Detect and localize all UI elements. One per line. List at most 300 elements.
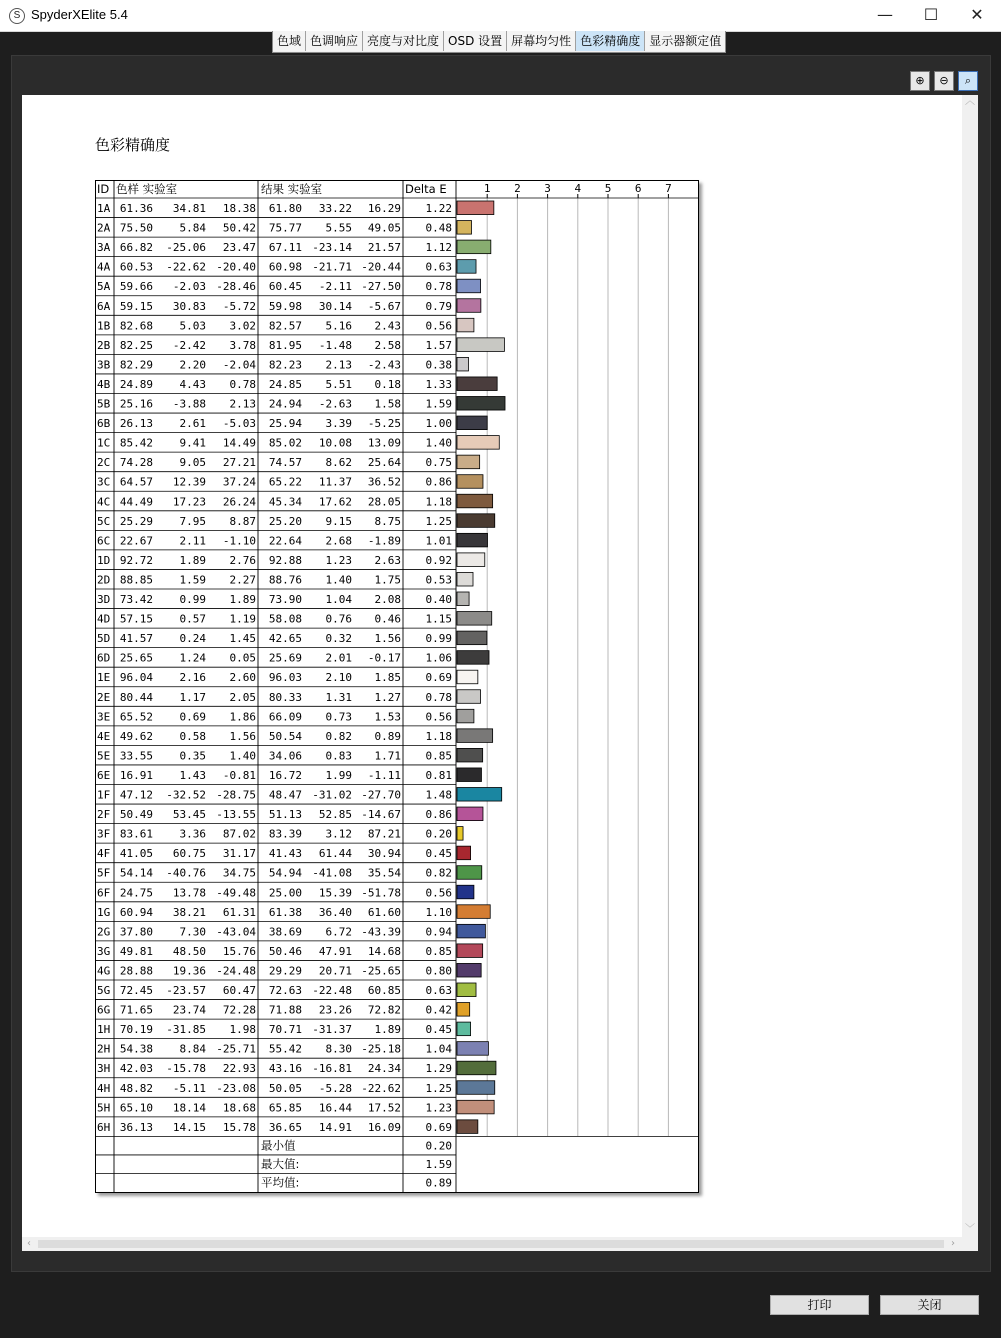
sample-value: 7.95 — [179, 514, 206, 528]
tab-color-accuracy[interactable]: 色彩精确度 — [576, 31, 645, 51]
result-value: 1.58 — [374, 397, 401, 411]
sample-value: -5.11 — [172, 1081, 206, 1095]
sample-value: 1.89 — [229, 593, 256, 606]
delta-e-bar — [457, 475, 483, 489]
row-id: 5H — [97, 1101, 111, 1115]
sample-value: 1.19 — [229, 612, 256, 626]
sample-value: 25.65 — [119, 651, 153, 665]
result-value: -1.89 — [367, 534, 401, 548]
result-value: 1.40 — [325, 573, 352, 587]
sample-value: 28.88 — [119, 964, 153, 978]
result-value: 14.91 — [318, 1120, 352, 1134]
result-value: 85.02 — [268, 436, 302, 450]
result-value: -5.28 — [318, 1081, 352, 1095]
delta-e-bar — [457, 592, 469, 606]
sample-value: 1.86 — [229, 710, 256, 724]
sample-value: 25.16 — [119, 397, 153, 411]
result-value: 88.76 — [268, 573, 302, 587]
result-value: -1.11 — [367, 768, 401, 782]
sample-value: 18.38 — [222, 202, 256, 215]
delta-e-bar — [457, 788, 502, 802]
result-value: -2.63 — [318, 397, 352, 411]
sample-value: 33.55 — [119, 749, 153, 763]
sample-value: -15.78 — [166, 1062, 206, 1076]
sample-value: 36.13 — [119, 1120, 153, 1134]
result-value: 17.52 — [367, 1101, 401, 1115]
delta-e-bar — [457, 631, 487, 645]
sample-value: 59.66 — [119, 280, 153, 294]
row-id: 1H — [97, 1023, 111, 1037]
result-value: -5.67 — [367, 299, 401, 313]
sample-value: 59.15 — [119, 299, 153, 313]
delta-e-value: 1.10 — [425, 905, 452, 919]
delta-e-bar — [457, 651, 489, 665]
result-value: 25.64 — [367, 456, 401, 470]
result-value: 96.03 — [268, 671, 302, 685]
sample-value: -25.06 — [166, 241, 206, 255]
result-value: 30.14 — [318, 299, 352, 313]
result-value: 24.94 — [268, 397, 302, 411]
scroll-right-icon[interactable]: › — [951, 1238, 955, 1249]
delta-e-bar — [457, 494, 493, 508]
sample-value: 48.82 — [119, 1081, 153, 1095]
result-value: 5.16 — [325, 319, 352, 333]
sample-value: 25.29 — [119, 514, 153, 528]
scale-tick-label: 3 — [544, 182, 551, 195]
result-value: 13.09 — [367, 436, 401, 450]
delta-e-bar — [457, 827, 463, 841]
scale-tick-label: 2 — [514, 182, 521, 195]
result-value: -22.62 — [361, 1081, 401, 1095]
result-value: 5.55 — [325, 221, 352, 235]
result-value: 2.13 — [325, 358, 352, 372]
header-delta-e: Delta E — [405, 182, 447, 196]
result-value: 1.99 — [325, 768, 352, 782]
vertical-scrollbar[interactable] — [962, 95, 978, 1237]
result-value: 54.94 — [268, 866, 302, 880]
result-value: 14.68 — [367, 944, 401, 958]
row-id: 2C — [97, 456, 111, 470]
scale-tick-label: 7 — [665, 182, 672, 195]
delta-e-value: 0.85 — [425, 749, 452, 763]
result-value: 0.18 — [374, 377, 401, 391]
delta-e-value: 0.86 — [425, 475, 452, 489]
sample-value: -2.04 — [222, 358, 256, 372]
close-window-button[interactable]: ✕ — [970, 5, 984, 24]
result-value: 28.05 — [367, 495, 401, 509]
sample-value: 73.42 — [119, 593, 153, 606]
delta-e-bar — [457, 416, 487, 430]
result-value: 8.30 — [325, 1042, 352, 1056]
result-value: 80.33 — [268, 690, 302, 704]
sample-value: -13.55 — [216, 808, 256, 822]
result-value: 10.08 — [318, 436, 352, 450]
result-value: 20.71 — [318, 964, 352, 978]
sample-value: 72.28 — [222, 1003, 256, 1017]
delta-e-bar — [457, 201, 494, 215]
result-value: 1.56 — [374, 632, 401, 646]
sample-value: 72.45 — [119, 984, 153, 997]
delta-e-value: 0.85 — [425, 944, 452, 958]
result-value: 1.04 — [325, 593, 352, 606]
result-value: -14.67 — [361, 808, 401, 822]
sample-value: 31.17 — [222, 847, 256, 861]
sample-value: 1.45 — [229, 632, 256, 646]
sample-value: 2.61 — [179, 417, 206, 431]
tab-tone-response[interactable]: 色调响应 — [306, 31, 363, 51]
delta-e-bar — [457, 221, 471, 235]
scroll-up-icon[interactable]: ︿ — [965, 96, 975, 107]
sample-value: 7.30 — [179, 925, 206, 939]
result-value: 3.39 — [325, 417, 352, 431]
sample-value: 5.84 — [179, 221, 206, 235]
zoom-out-icon[interactable]: ⊖ — [934, 71, 954, 91]
result-value: 50.54 — [268, 729, 302, 743]
summary-label: 最小值 — [261, 1138, 296, 1153]
delta-e-bar — [457, 338, 504, 352]
sample-value: 0.57 — [179, 612, 206, 626]
result-value: 23.26 — [318, 1003, 352, 1017]
delta-e-value: 1.59 — [425, 397, 452, 411]
delta-e-value: 1.22 — [425, 202, 452, 215]
row-id: 1D — [97, 553, 111, 567]
delta-e-value: 1.23 — [425, 1101, 452, 1115]
result-value: 8.62 — [325, 456, 352, 470]
row-id: 3A — [97, 241, 111, 255]
sample-value: 13.78 — [172, 886, 206, 900]
sample-value: -2.42 — [172, 338, 206, 352]
delta-e-bar — [457, 768, 481, 782]
result-value: 2.43 — [374, 319, 401, 333]
sample-value: 3.02 — [229, 319, 256, 333]
sample-value: -22.62 — [166, 260, 206, 274]
result-value: 0.46 — [374, 612, 401, 626]
delta-e-bar — [457, 1120, 478, 1134]
result-value: 60.45 — [268, 280, 302, 294]
delta-e-bar — [457, 1003, 470, 1017]
row-id: 4G — [97, 964, 111, 978]
row-id: 2B — [97, 338, 111, 352]
app-logo-icon: S — [9, 8, 25, 24]
sample-value: 19.36 — [172, 964, 206, 978]
result-value: 16.44 — [318, 1101, 352, 1115]
sample-value: 2.27 — [229, 573, 256, 587]
result-value: 16.72 — [268, 768, 302, 782]
result-value: -43.39 — [361, 925, 401, 939]
delta-e-bar — [457, 260, 476, 274]
delta-e-value: 0.69 — [425, 1120, 452, 1134]
result-value: 36.52 — [367, 475, 401, 489]
result-value: 60.98 — [268, 260, 302, 274]
delta-e-value: 0.56 — [425, 319, 452, 333]
result-value: 21.57 — [367, 241, 401, 255]
scroll-down-icon[interactable]: ﹀ — [965, 1224, 975, 1235]
delta-e-value: 1.01 — [425, 534, 452, 548]
delta-e-bar — [457, 612, 492, 626]
delta-e-value: 1.15 — [425, 612, 452, 626]
result-value: 41.43 — [268, 847, 302, 861]
sample-value: 18.68 — [222, 1101, 256, 1115]
delta-e-bar — [457, 866, 482, 880]
sample-value: 34.81 — [172, 202, 206, 215]
sample-value: 16.91 — [119, 768, 153, 782]
sample-value: 60.53 — [119, 260, 153, 274]
result-value: 61.60 — [367, 905, 401, 919]
row-id: 4B — [97, 377, 111, 391]
delta-e-value: 1.48 — [425, 788, 452, 802]
row-id: 5E — [97, 749, 111, 763]
delta-e-bar — [457, 357, 468, 371]
scale-tick-label: 5 — [604, 182, 612, 195]
row-id: 6E — [97, 768, 111, 782]
horizontal-scrollbar[interactable] — [22, 1237, 962, 1251]
sample-value: 1.40 — [229, 749, 256, 763]
sample-value: 65.52 — [119, 710, 153, 724]
result-value: -31.37 — [312, 1023, 352, 1037]
tab-gamut[interactable]: 色域 — [273, 31, 306, 51]
row-id: 6C — [97, 534, 111, 548]
sample-value: 41.05 — [119, 847, 153, 861]
sample-value: -20.40 — [216, 260, 256, 274]
delta-e-value: 1.40 — [425, 436, 452, 450]
sample-value: 5.03 — [179, 319, 206, 333]
delta-e-bar — [457, 807, 483, 821]
row-id: 5C — [97, 514, 111, 528]
result-value: 17.62 — [318, 495, 352, 509]
delta-e-value: 1.33 — [425, 377, 452, 391]
sample-value: 49.62 — [119, 729, 153, 743]
sample-value: 0.99 — [179, 593, 206, 606]
result-value: 82.57 — [268, 319, 302, 333]
result-value: 71.88 — [268, 1003, 302, 1017]
result-value: 29.29 — [268, 964, 302, 978]
sample-value: 0.69 — [179, 710, 206, 724]
row-id: 6B — [97, 417, 111, 431]
sample-value: 3.36 — [179, 827, 206, 841]
result-value: -2.11 — [318, 280, 352, 294]
delta-e-value: 0.78 — [425, 690, 452, 704]
sample-value: -28.46 — [216, 280, 256, 294]
row-id: 1F — [97, 788, 111, 802]
result-value: 1.27 — [374, 690, 401, 704]
result-value: 70.71 — [268, 1023, 302, 1037]
result-value: 1.71 — [374, 749, 401, 763]
result-value: 15.39 — [318, 886, 352, 900]
sample-value: 57.15 — [119, 612, 153, 626]
delta-e-bar — [457, 1061, 496, 1075]
result-value: 38.69 — [268, 925, 302, 939]
sample-value: 30.83 — [172, 299, 206, 313]
vertical-scroll-thumb[interactable] — [965, 111, 974, 1221]
result-value: 75.77 — [268, 221, 302, 235]
delta-e-bar — [457, 240, 491, 254]
result-value: 65.85 — [268, 1101, 302, 1115]
row-id: 5F — [97, 866, 111, 880]
result-value: -1.48 — [318, 338, 352, 352]
sample-value: -32.52 — [166, 788, 206, 802]
horizontal-scroll-thumb[interactable] — [38, 1240, 944, 1248]
row-id: 2G — [97, 925, 111, 939]
scale-tick-label: 4 — [574, 182, 582, 195]
result-value: 2.08 — [374, 593, 401, 606]
result-value: 34.06 — [268, 749, 302, 763]
delta-e-bar — [457, 455, 480, 469]
delta-e-value: 1.18 — [425, 495, 452, 509]
sample-value: 50.42 — [222, 221, 256, 235]
sample-value: 49.81 — [119, 944, 153, 958]
print-button[interactable]: 打印 — [770, 1295, 869, 1315]
delta-e-bar — [457, 572, 473, 586]
row-id: 6G — [97, 1003, 111, 1017]
result-value: 0.83 — [325, 749, 352, 763]
delta-e-bar — [457, 944, 483, 958]
delta-e-value: 0.63 — [425, 260, 452, 274]
result-value: 9.15 — [325, 514, 352, 528]
sample-value: 1.98 — [229, 1023, 256, 1037]
report-title: 色彩精确度 — [95, 136, 171, 154]
delta-e-value: 0.92 — [425, 553, 452, 567]
sample-value: 92.72 — [119, 553, 153, 567]
result-value: 87.21 — [367, 827, 401, 841]
row-id: 4H — [97, 1081, 111, 1095]
delta-e-bar — [457, 1081, 495, 1095]
result-value: 24.34 — [367, 1062, 401, 1076]
sample-value: 38.21 — [172, 905, 206, 919]
result-value: 81.95 — [268, 338, 302, 352]
sample-value: 1.59 — [179, 573, 206, 587]
delta-e-value: 0.53 — [425, 573, 452, 587]
sample-value: 2.05 — [229, 690, 256, 704]
delta-e-bar — [457, 318, 474, 332]
summary-value: 1.59 — [425, 1157, 452, 1171]
sample-value: 48.50 — [172, 944, 206, 958]
result-value: -21.71 — [312, 260, 352, 274]
sample-value: 54.38 — [119, 1042, 153, 1056]
result-value: 45.34 — [268, 495, 302, 509]
result-value: 8.75 — [374, 514, 401, 528]
result-value: 50.46 — [268, 944, 302, 958]
result-value: 6.72 — [325, 925, 352, 939]
sample-value: 2.16 — [179, 671, 206, 685]
sample-value: 61.36 — [119, 202, 153, 215]
result-value: -25.18 — [361, 1042, 401, 1056]
result-value: 1.31 — [325, 690, 352, 704]
close-button[interactable]: 关闭 — [880, 1295, 979, 1315]
sample-value: 71.65 — [119, 1003, 153, 1017]
delta-e-bar — [457, 377, 497, 391]
sample-value: 50.49 — [119, 808, 153, 822]
sample-value: 66.82 — [119, 241, 153, 255]
sample-value: 42.03 — [119, 1062, 153, 1076]
tab-screen-uniformity[interactable]: 屏幕均匀性 — [507, 31, 576, 51]
sample-value: 3.78 — [229, 338, 256, 352]
delta-e-value: 0.56 — [425, 710, 452, 724]
scroll-left-icon[interactable]: ‹ — [27, 1238, 31, 1249]
sample-value: -49.48 — [216, 886, 256, 900]
scale-tick-label: 6 — [634, 182, 642, 195]
sample-value: 47.12 — [119, 788, 153, 802]
row-id: 1B — [97, 319, 111, 333]
delta-e-value: 0.99 — [425, 632, 452, 646]
sample-value: -5.72 — [222, 299, 256, 313]
result-value: 83.39 — [268, 827, 302, 841]
delta-e-value: 0.86 — [425, 808, 452, 822]
sample-value: -0.81 — [222, 768, 256, 782]
result-value: 0.32 — [325, 632, 352, 646]
tab-brightness-contrast[interactable]: 亮度与对比度 — [363, 31, 444, 51]
result-value: -27.50 — [361, 280, 401, 294]
row-id: 1G — [97, 905, 111, 919]
sample-value: -31.85 — [166, 1023, 206, 1037]
sample-value: 1.43 — [179, 768, 206, 782]
maximize-button[interactable]: ☐ — [923, 5, 939, 24]
result-value: -2.43 — [367, 358, 401, 372]
result-value: 59.98 — [268, 299, 302, 313]
sample-value: 0.24 — [179, 632, 206, 646]
result-value: -20.44 — [361, 260, 401, 274]
sample-value: 27.21 — [222, 456, 256, 470]
result-value: 67.11 — [268, 241, 302, 255]
result-value: 0.89 — [374, 729, 401, 743]
header-result: 结果 实验室 — [261, 182, 323, 196]
sample-value: 15.78 — [222, 1120, 256, 1134]
delta-e-value: 0.20 — [425, 827, 452, 841]
result-value: 1.53 — [374, 710, 401, 724]
delta-e-value: 1.25 — [425, 1081, 452, 1095]
delta-e-value: 1.25 — [425, 514, 452, 528]
sample-value: 83.61 — [119, 827, 153, 841]
result-value: 92.88 — [268, 553, 302, 567]
delta-e-value: 0.80 — [425, 964, 452, 978]
result-value: 66.09 — [268, 710, 302, 724]
result-value: 82.23 — [268, 358, 302, 372]
sample-value: 60.47 — [222, 984, 256, 997]
sample-value: 14.15 — [172, 1120, 206, 1134]
sample-value: 64.57 — [119, 475, 153, 489]
tab-display-rating[interactable]: 显示器额定值 — [645, 31, 725, 51]
delta-e-value: 0.38 — [425, 358, 452, 372]
result-value: 25.69 — [268, 651, 302, 665]
sample-value: 82.25 — [119, 338, 153, 352]
result-value: -31.02 — [312, 788, 352, 802]
delta-e-bar — [457, 1042, 488, 1056]
delta-e-bar — [457, 846, 471, 860]
tab-osd-settings[interactable]: OSD 设置 — [444, 31, 507, 51]
sample-value: 87.02 — [222, 827, 256, 841]
result-value: 55.42 — [268, 1042, 302, 1056]
delta-e-value: 1.06 — [425, 651, 452, 665]
row-id: 5G — [97, 984, 111, 997]
row-id: 3E — [97, 710, 111, 724]
delta-e-value: 0.69 — [425, 671, 452, 685]
result-value: -23.14 — [312, 241, 352, 255]
result-value: 43.16 — [268, 1062, 302, 1076]
color-accuracy-table — [95, 180, 699, 1193]
row-id: 3G — [97, 944, 111, 958]
sample-value: -5.03 — [222, 417, 256, 431]
zoom-fit-icon[interactable]: ⌕ — [958, 71, 978, 91]
zoom-in-icon[interactable]: ⊕ — [910, 71, 930, 91]
result-value: 3.12 — [325, 827, 352, 841]
minimize-button[interactable]: — — [877, 5, 893, 24]
row-id: 3F — [97, 827, 111, 841]
sample-value: -40.76 — [166, 866, 206, 880]
delta-e-value: 0.81 — [425, 768, 452, 782]
row-id: 3B — [97, 358, 111, 372]
result-value: -51.78 — [361, 886, 401, 900]
result-value: 33.22 — [318, 202, 352, 215]
sample-value: 22.93 — [222, 1062, 256, 1076]
